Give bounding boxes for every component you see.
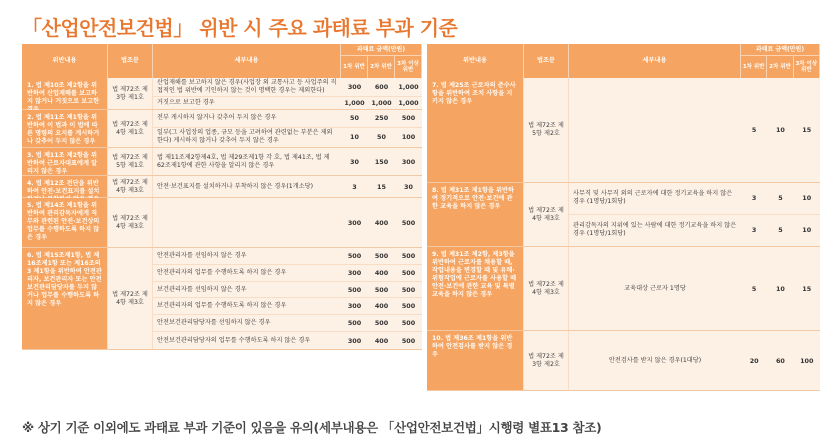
violation-cell: 8. 법 제31조 제1항을 위반하여 정기적으로 안전·보건에 관한 교육을 하지 않은 경우 bbox=[427, 183, 524, 246]
table-row bbox=[22, 198, 422, 248]
header-fee3: 3차 이상 위반 bbox=[397, 61, 419, 73]
law-cell: 법 제72조 제4항 제3호 bbox=[108, 176, 153, 197]
detail-group bbox=[153, 110, 422, 147]
law-cell: 법 제72조 제3항 제2호 bbox=[524, 331, 569, 390]
fee-f2-cell: 10 bbox=[775, 126, 785, 134]
detail-row bbox=[153, 265, 422, 282]
detail-row bbox=[153, 97, 422, 109]
header-violation: 위반내용 bbox=[22, 44, 108, 78]
fee-f1-cell: 500 bbox=[347, 251, 362, 260]
header-fee-title: 과태료 금액(만원) bbox=[341, 44, 421, 56]
fee-table-right bbox=[427, 44, 820, 391]
detail-cell: 안전·보건표지를 설치하거나 부착하지 않은 경우(1개소당) bbox=[157, 182, 314, 190]
fee-f3-cell: 500 bbox=[401, 218, 416, 227]
table-header bbox=[22, 44, 422, 78]
fee-f1-cell: 5 bbox=[751, 126, 757, 134]
detail-cell: 보건관리자를 선임하지 않은 경우 bbox=[157, 285, 247, 293]
table-body-left bbox=[22, 78, 422, 350]
fee-f2-cell: 600 bbox=[374, 83, 389, 92]
fee-f3-cell: 15 bbox=[802, 284, 812, 293]
fee-table-left bbox=[22, 44, 422, 350]
fee-f2-cell: 500 bbox=[374, 251, 389, 260]
detail-row bbox=[569, 78, 820, 182]
detail-row bbox=[569, 183, 820, 215]
fee-f1-cell: 300 bbox=[347, 302, 362, 311]
detail-cell bbox=[569, 78, 741, 182]
fee-f3-cell: 100 bbox=[401, 133, 416, 142]
detail-row bbox=[153, 315, 422, 332]
fee-f3-cell: 500 bbox=[401, 319, 416, 328]
detail-group bbox=[569, 247, 820, 330]
detail-row bbox=[569, 215, 820, 246]
fee-f1-cell: 300 bbox=[347, 83, 362, 92]
fee-f1-cell: 300 bbox=[347, 268, 362, 277]
table-body-right bbox=[427, 78, 820, 391]
fee-f2-cell: 250 bbox=[374, 114, 389, 123]
detail-cell: 법 제11조제2항제4호, 법 제29조제1항 각 호, 법 제41조, 법 제62조제1항에 관한 사항을 알리지 않은 경우 bbox=[157, 153, 330, 169]
fee-f1-cell: 10 bbox=[350, 133, 359, 142]
law-cell: 법 제72조 제4항 제3호 bbox=[524, 183, 569, 246]
fee-f2-cell: 500 bbox=[374, 285, 389, 294]
detail-cell: 거짓으로 보고한 경우 bbox=[157, 99, 215, 107]
fee-f3-cell: 500 bbox=[401, 251, 416, 260]
fee-f3-cell: 500 bbox=[401, 114, 416, 123]
fee-f2-cell: 400 bbox=[374, 302, 389, 311]
detail-group bbox=[569, 183, 820, 246]
detail-row bbox=[569, 247, 820, 330]
detail-group bbox=[153, 198, 422, 247]
header-fee2: 2차 위반 bbox=[368, 56, 395, 78]
header-fee bbox=[741, 44, 820, 78]
table-row bbox=[22, 176, 422, 198]
detail-cell: 사무직 및 사무직 외의 근로자에 대한 정기교육을 하지 않은 경우 (1명당/1회당) bbox=[573, 190, 733, 206]
detail-cell: 산업재해를 보고하지 않은 경우(사업장 외 교통사고 등 사업주의 직접적인 법 위반에 기인하지 않는 것이 명백한 경우는 제외한다) bbox=[157, 79, 337, 95]
violation-cell: 5. 법 제14조 제1항을 위반하여 관리감독자에게 직무와 관련된 안전·보건상의 업무를 수행하도록 하지 않은 경우 bbox=[22, 198, 108, 247]
fee-f2-cell: 5 bbox=[778, 226, 783, 235]
detail-cell: 안전보건관리담당자를 선임하지 않은 경우 bbox=[157, 319, 271, 327]
fee-f2-cell: 5 bbox=[778, 194, 783, 203]
detail-group bbox=[569, 331, 820, 390]
fee-f1-cell: 50 bbox=[350, 114, 359, 123]
detail-cell: 관리감독자의 지위에 있는 사람에 대한 정기교육을 하지 않은 경우 (1명당/1회당) bbox=[573, 222, 737, 238]
law-cell: 법 제72조 제4항 제3호 bbox=[108, 198, 153, 247]
detail-cell: 교육대상 근로자 1명당 bbox=[624, 284, 686, 292]
table-row bbox=[22, 110, 422, 148]
footer-note: ※ 상기 기준 이외에도 과태료 부과 기준이 있음을 유의(세부내용은 「산업안전보건법」시행령 별표13 참조) bbox=[22, 420, 602, 435]
detail-cell: 안전관리자를 선임하지 않은 경우 bbox=[157, 251, 247, 259]
detail-row bbox=[153, 128, 422, 147]
table-row bbox=[427, 331, 820, 391]
detail-cell bbox=[153, 198, 341, 247]
fee-f3-cell: 1,000 bbox=[398, 99, 419, 108]
detail-cell: 일부(그 사업장의 업종, 규모 등을 고려하여 관련없는 부분은 제외한다) 게시하지 않거나 갖추어 두지 않은 경우 bbox=[157, 129, 333, 145]
fee-f1-cell: 5 bbox=[751, 284, 757, 293]
detail-group bbox=[153, 248, 422, 349]
fee-f2-cell: 500 bbox=[374, 319, 389, 328]
table-row bbox=[22, 78, 422, 110]
fee-f3-cell: 1,000 bbox=[398, 83, 419, 92]
violation-cell: 10. 법 제36조 제1항을 위반하여 안전검사를 받지 않은 경우 bbox=[427, 331, 524, 390]
fee-f1-cell: 300 bbox=[347, 336, 362, 345]
detail-row bbox=[569, 331, 820, 390]
detail-cell: 안전보건관리담당자의 업무를 수행하도록 하지 않은 경우 bbox=[157, 336, 311, 344]
violation-cell: 7. 법 제25조 근로자의 준수사항을 위반하여 조치 사항을 지키지 않은 경우 bbox=[427, 78, 524, 182]
header-law: 법조문 bbox=[108, 44, 153, 78]
violation-cell: 2. 법 제11조 제1항을 위반하여 이 법과 이 법에 따른 명령의 요지를 게시하거나 갖추어 두지 않은 경우 bbox=[22, 110, 108, 147]
violation-cell: 9. 법 제31조 제2항, 제3항을 위반하여 근로자를 채용할 때, 작업내용을 변경할 때 및 유해·위험작업에 근로자를 사용할 때 안전·보건에 관한 교육 및 특별교육을 하지 않은 경우 bbox=[427, 247, 524, 330]
detail-row bbox=[153, 298, 422, 315]
table-header bbox=[427, 44, 820, 78]
fee-f3-cell: 500 bbox=[401, 302, 416, 311]
fee-f3-cell: 500 bbox=[401, 336, 416, 345]
header-fee1: 1차 위반 bbox=[341, 56, 368, 78]
fee-f2-cell: 400 bbox=[374, 336, 389, 345]
header-detail: 세부내용 bbox=[153, 44, 341, 78]
violation-cell: 6. 법 제15조제1항, 법 제16조제1항 또는 제16조의3 제1항을 위반하여 안전관리자, 보건관리자 또는 안전보건관리담당자를 두지 않거나 업무를 수행하도록 하지 않은 경우 bbox=[22, 248, 108, 349]
fee-f1-cell: 300 bbox=[347, 218, 362, 227]
fee-f2-cell: 400 bbox=[374, 218, 389, 227]
violation-cell: 1. 법 제10조 제2항을 위반하여 산업재해를 보고하지 않거나 거짓으로 보고한 bbox=[22, 78, 108, 109]
detail-group bbox=[569, 78, 820, 182]
violation-cell: 3. 법 제11조 제2항을 위반하여 근로자대표에게 알리지 않은 경우 bbox=[22, 148, 108, 175]
header-law: 법조문 bbox=[524, 44, 569, 78]
fee-f1-cell: 500 bbox=[347, 319, 362, 328]
fee-f2-cell: 1,000 bbox=[371, 99, 392, 108]
fee-f3-cell: 10 bbox=[802, 194, 812, 203]
detail-row bbox=[153, 282, 422, 299]
table-row bbox=[427, 183, 820, 247]
law-cell: 법 제72조 제4항 제3호 bbox=[524, 247, 569, 330]
detail-group bbox=[153, 148, 422, 175]
detail-group bbox=[153, 78, 422, 109]
fee-f1-cell: 20 bbox=[749, 356, 759, 365]
table-row bbox=[427, 247, 820, 331]
detail-row bbox=[153, 198, 422, 247]
fee-f2-cell: 50 bbox=[377, 133, 386, 142]
fee-f3-cell: 15 bbox=[802, 126, 812, 134]
violation-cell: 4. 법 제12조 전단을 위반하여 안전·보건표지를 설치 bbox=[22, 176, 108, 197]
fee-f2-cell: 400 bbox=[374, 268, 389, 277]
detail-row bbox=[153, 110, 422, 128]
law-cell: 법 제72조 제5항 제1호 bbox=[108, 148, 153, 175]
header-fee bbox=[341, 44, 422, 78]
law-cell: 법 제72조 제4항 제1호 bbox=[108, 110, 153, 147]
detail-group bbox=[153, 176, 422, 197]
fee-f2-cell: 10 bbox=[775, 284, 785, 293]
fee-f3-cell: 100 bbox=[800, 356, 814, 365]
detail-row bbox=[153, 332, 422, 349]
fee-f3-cell: 500 bbox=[401, 285, 416, 294]
law-cell: 법 제72조 제4항 제3호 bbox=[108, 248, 153, 349]
fee-f1-cell: 1,000 bbox=[344, 99, 365, 108]
detail-cell: 보건관리자의 업무를 수행하도록 하지 않은 경우 bbox=[157, 302, 287, 310]
fee-f1-cell: 30 bbox=[350, 157, 359, 166]
fee-f2-cell: 60 bbox=[775, 356, 785, 365]
detail-cell: 안전관리자의 업무를 수행하도록 하지 않은 경우 bbox=[157, 268, 287, 276]
detail-row bbox=[153, 78, 422, 97]
detail-row bbox=[153, 248, 422, 265]
detail-cell: 전부 게시하지 않거나 갖추어 두지 않은 경우 bbox=[157, 114, 277, 122]
law-cell: 법 제72조 제5항 제2호 bbox=[524, 78, 569, 182]
header-fee1: 1차 위반 bbox=[741, 56, 767, 78]
law-cell: 법 제72조 제3항 제1호 bbox=[108, 78, 153, 109]
fee-f1-cell: 500 bbox=[347, 285, 362, 294]
fee-f1-cell: 3 bbox=[751, 194, 757, 203]
fee-f3-cell: 30 bbox=[404, 182, 413, 191]
page-title: 「산업안전보건법」 위반 시 주요 과태료 부과 기준 bbox=[22, 16, 458, 40]
fee-f2-cell: 150 bbox=[374, 157, 389, 166]
fee-f3-cell: 500 bbox=[401, 268, 416, 277]
table-row bbox=[427, 78, 820, 183]
header-fee3: 3차 이상 위반 bbox=[795, 61, 818, 73]
header-fee-title: 과태료 금액(만원) bbox=[741, 44, 819, 56]
table-row bbox=[22, 148, 422, 176]
header-fee2: 2차 위반 bbox=[767, 56, 793, 78]
table-row bbox=[22, 248, 422, 350]
header-violation: 위반내용 bbox=[427, 44, 524, 78]
fee-f3-cell: 10 bbox=[802, 226, 812, 235]
fee-f2-cell: 15 bbox=[377, 182, 386, 191]
header-detail: 세부내용 bbox=[569, 44, 741, 78]
fee-f3-cell: 300 bbox=[401, 157, 416, 166]
fee-f1-cell: 3 bbox=[751, 226, 757, 235]
detail-cell: 안전검사를 받지 않은 경우(1대당) bbox=[608, 356, 702, 364]
detail-row bbox=[153, 176, 422, 197]
detail-row bbox=[153, 148, 422, 175]
fee-f1-cell: 3 bbox=[352, 182, 357, 191]
